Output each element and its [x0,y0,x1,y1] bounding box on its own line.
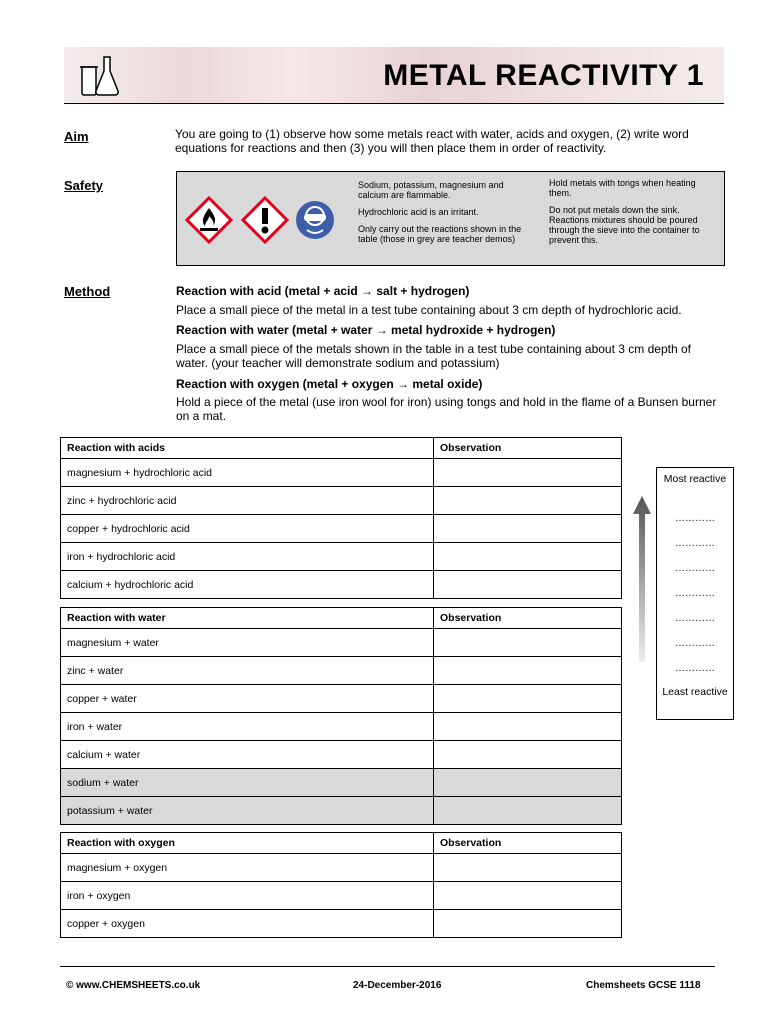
reaction-cell: copper + water [61,685,434,713]
safety-label: Safety [64,178,104,193]
reaction-cell: calcium + hydrochloric acid [61,571,434,599]
table-row [61,910,622,938]
eye-protection-icon [296,201,334,239]
observation-cell[interactable] [434,769,622,797]
warning-exclamation-icon [243,198,287,242]
table-header: Reaction with water [61,608,434,629]
reaction-cell: potassium + water [61,797,434,825]
table-row-demo [61,797,622,825]
footer-date: 24-December-2016 [353,980,442,991]
safety-note: Hold metals with tongs when heating them. [549,178,696,198]
safety-box [176,171,725,266]
observation-cell[interactable] [434,657,622,685]
observation-cell[interactable] [434,882,622,910]
table-row-demo [61,769,622,797]
observation-cell[interactable] [434,854,622,882]
observation-cell[interactable] [434,543,622,571]
page-title: METAL REACTIVITY 1 [383,59,704,92]
observation-cell[interactable] [434,571,622,599]
reaction-cell: sodium + water [61,769,434,797]
observation-cell[interactable] [434,741,622,769]
aim-text: You are going to (1) observe how some metals react with water, acids and oxygen, (2) write word equations for reactions and then (3) you will then place them in order of reactivity. [175,127,689,155]
footer-website: © www.CHEMSHEETS.co.uk [66,980,201,991]
table-header: Observation [434,608,622,629]
reaction-cell: calcium + water [61,741,434,769]
table-row [61,882,622,910]
oxygen-method-heading: Reaction with oxygen (metal + oxygen → metal oxide) [176,377,483,391]
observation-cell[interactable] [434,459,622,487]
reactivity-blank[interactable]: ………… [675,663,715,674]
table-row [61,459,622,487]
observation-cell[interactable] [434,685,622,713]
water-table [60,607,622,825]
observation-cell[interactable] [434,629,622,657]
table-row [61,657,622,685]
footer-reference: Chemsheets GCSE 1118 [586,980,701,991]
aim-label: Aim [64,129,89,144]
reaction-cell: magnesium + oxygen [61,854,434,882]
reaction-cell: zinc + water [61,657,434,685]
reactivity-blank[interactable]: ………… [675,563,715,574]
reaction-cell: magnesium + hydrochloric acid [61,459,434,487]
safety-note: Only carry out the reactions shown in the table (those in grey are teacher demos) [358,224,522,244]
flammable-icon [187,198,231,242]
safety-column-1 [358,180,528,251]
table-header: Observation [434,438,622,459]
glassware-icon [76,53,124,101]
reactivity-blank[interactable]: ………… [675,638,715,649]
table-header: Reaction with oxygen [61,833,434,854]
safety-note: Sodium, potassium, magnesium and calcium are flammable. [358,180,504,200]
method-label: Method [64,284,111,299]
header-banner [64,47,724,104]
reactivity-blank[interactable]: ………… [675,538,715,549]
oxygen-table [60,832,622,938]
table-row [61,713,622,741]
reactivity-blank[interactable]: ………… [675,588,715,599]
table-row [61,854,622,882]
acids-table [60,437,622,599]
acid-method-text: Place a small piece of the metal in a test tube containing about 3 cm depth of hydrochloric acid. [176,303,682,317]
table-row [61,487,622,515]
safety-note: Hydrochloric acid is an irritant. [358,207,479,217]
reaction-cell: iron + hydrochloric acid [61,543,434,571]
observation-cell[interactable] [434,487,622,515]
acid-method-heading: Reaction with acid (metal + acid → salt + hydrogen) [176,284,470,298]
most-reactive-label: Most reactive [663,473,727,485]
table-row [61,571,622,599]
table-row [61,629,622,657]
table-row [61,543,622,571]
reactivity-arrow-icon [632,494,652,662]
safety-note: Do not put metals down the sink. Reactions mixtures should be poured through the sieve into the container to prevent this. [549,205,700,245]
observation-cell[interactable] [434,910,622,938]
footer-divider [60,966,715,967]
observation-cell[interactable] [434,515,622,543]
reaction-cell: zinc + hydrochloric acid [61,487,434,515]
water-method-heading: Reaction with water (metal + water → metal hydroxide + hydrogen) [176,323,556,337]
oxygen-method-text: Hold a piece of the metal (use iron wool for iron) using tongs and hold in the flame of a Bunsen burner on a mat. [176,395,717,423]
safety-column-2 [549,178,714,252]
reaction-cell: iron + water [61,713,434,741]
reaction-cell: copper + oxygen [61,910,434,938]
water-method-text: Place a small piece of the metals shown in the table in a test tube containing about 3 cm depth of water. (your teacher will demonstrate sodium and potassium) [176,342,691,370]
table-row [61,685,622,713]
table-header: Observation [434,833,622,854]
observation-cell[interactable] [434,713,622,741]
reactivity-scale [656,467,734,720]
reactivity-blank[interactable]: ………… [675,513,715,524]
reaction-cell: magnesium + water [61,629,434,657]
table-row [61,741,622,769]
reactivity-blank[interactable]: ………… [675,613,715,624]
table-row [61,515,622,543]
reaction-cell: iron + oxygen [61,882,434,910]
table-header: Reaction with acids [61,438,434,459]
observation-cell[interactable] [434,797,622,825]
reaction-cell: copper + hydrochloric acid [61,515,434,543]
least-reactive-label: Least reactive [662,686,728,698]
